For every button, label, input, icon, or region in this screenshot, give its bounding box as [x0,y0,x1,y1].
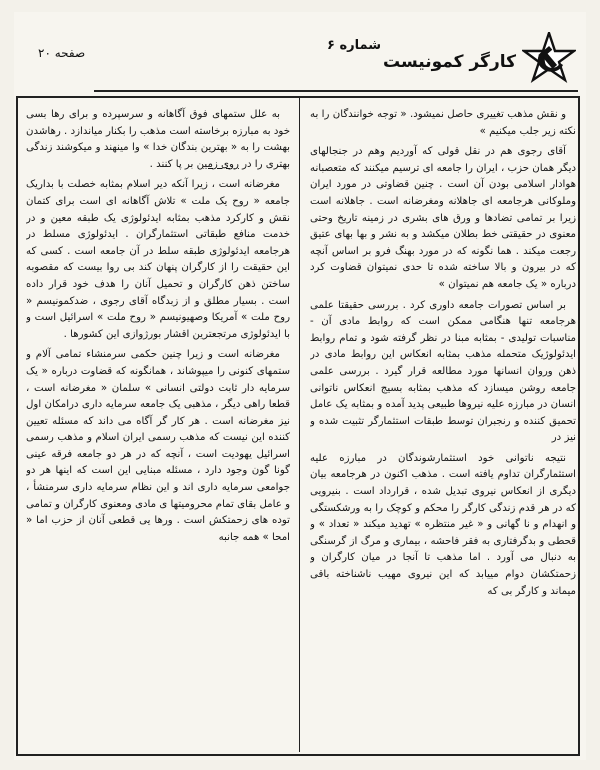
column-divider [299,98,300,752]
issue-number: شماره ۶ [326,38,381,53]
newspaper-page [14,12,586,760]
underlined-phrase: روی زمین [196,158,239,170]
paragraph: مغرضانه است ، زیرا آنکه دیر اسلام بمثابه خصلت با بداریک جامعه « روح یک ملت » تلاش آگاهانه ای است برای کتمان نقش و کارکرد مذهب بمثابه ایدئولوژی یک طبقه معین و در خدمت منافع طبقاتی استثمارگران . ایدئولوژی مسلط در هرجامعه ایدئولوژی طبقه سلط در آن جامعه است . کسی که این حقیقت را از کارگران پنهان کند بی روا بیست که مقصوبه ساختن ذهن کارگران و تحمیل آنان را هدف خود قرار داده است . بسیار مطلق و از زبدگاه آقای رجوی ، ضدکمونیسم « روح ملت » آمریکا وصهیونیسم « روح ملت » اسرائیل است و با ایدئولوژی مرتجعترین اقشار بورژوازی این کشورها . [26,179,290,340]
article-left-column [26,107,290,750]
paragraph: به علل ستمهای فوق آگاهانه و سرسپرده و برای رها بسی خود به مبارزه برخاسته است مذهب را بکنار میاندازد . رهاشدن بهشت را به « بهترین بندگان خدا » وا مینهند و میکوشند زندگی بهتری را در روی زمین بر پا کنند . [26,109,290,170]
hammer-sickle-star-icon [522,32,576,86]
paragraph: بر اساس تصورات جامعه داوری کرد . بررسی حقیقتا علمی هرجامعه تنها هنگامی ممکن است که روابط مادی آن - مناسبات تولیدی - بمثابه مبنا در نظر گرفته شود و تمام روابط ایدئولوژیک متحمله مذهب بمثابه انعکاس این روابط مادی در ذهن وروان انسانها مورد مطالعه قرار گیرد . بررسی علمی جامعه روشن میسازد که مذهب بمثابه بسیج انعکاس ناتوانی انسان در مبارزه علیه نیروها طبیعی پدید آمده و بمثابه یک عامل تحمیق کننده و رنجبران توسط طبقات استثمارگر تثبیت شده و نیز در [310,299,576,444]
page-number: صفحه ۲۰ [38,46,86,60]
article-right-column [310,107,576,750]
paragraph: آقای رجوی هم در نقل قولی که آوردیم وهم در جنجالهای دیگر همان حزب ، ایران را جامعه ای ترسیم میکنند که متعصبانه هوادار اسلامی بودن آن است . چنین قضاوتی در مورد ایران وملوکانی هرجامعه ای جاهلانه ومغرضانه است . جاهلانه است زیرا بر تمامی تضادها و ورق های بشری در زمینه تاریخ وحتی معنوی در حقیقتی خط بطلان میکشد و به نشر و بها بهای عتیق رجعت میکند . هما نگونه که در مورد بهنگ فرو بر اساس آنچه که در بیرون و بالا ساخته شده تا حدی نمیتوان قضاوت کرد درباره « یک جامعه هم نمیتوان » [310,146,576,290]
masthead [14,26,586,90]
paragraph: و نقش مذهب تغییری حاصل نمیشود. « توجه خوانندگان را به نکته زیر جلب میکنیم » [310,109,576,137]
header-rule [94,90,578,92]
paragraph: مغرضانه است و زیرا چنین حکمی سرمنشاء تمامی آلام و ستمهای کنونی را میپوشاند ، همانگونه که قضاوت درباره « یک سرمایه دار ثابت دولتی انسانی » سلمان « مغرضانه است ، قطعا راهی دیگر ، مذهبی یک جامعه سرمایه داری درامکان اول نیز مغرضانه است . هر کار گر آگاه می داند که مسئله تعیین کننده این نیست که مذهب رسمی ایران اسلام و مذهب رسمی اسرائیل یهودیت است ، آنچه که در هر دو جامعه فرقه عینی گونا گون وجود دارد ، مسئله مبنایی این است که اینها هر دو جوامعی سرمایه داری اند و این نظام سرمایه داری سرمنشأ ، و عامل بقای تمام محرومیتها ی مادی ومعنوی کارگران و تمامی توده های زحمتکش است . ورها یی قطعی آنان از حزب اما « امحا » همه جانبه [26,349,290,543]
paragraph: نتیجه ناتوانی خود استثمارشوندگان در مبارزه علیه استثمارگران تداوم یافته است . مذهب اکنون در هرجامعه بیان دیگری از انعکاس نیروی تبدیل شده ، قرارداد است . بنیرویی که در هر قدم زندگی کارگر را محکم و کوچک را به ورشکستگی و انهدام و نا گهانی و « غیر منتظره » تهدید میکند « تعداد » و قحطی و بدگرفتاری به فقر فاحشه ، بیماری و مرگ از گرسنگی به دنبال می آورد . اما مذهب تا آنجا در میان کارگران و زحمتکشان دوام مییابد که این نیروی مهیب ناشناخته باقی میماند و کارگر بی که [310,452,576,597]
newspaper-title: کارگر کمونیست [383,52,516,72]
